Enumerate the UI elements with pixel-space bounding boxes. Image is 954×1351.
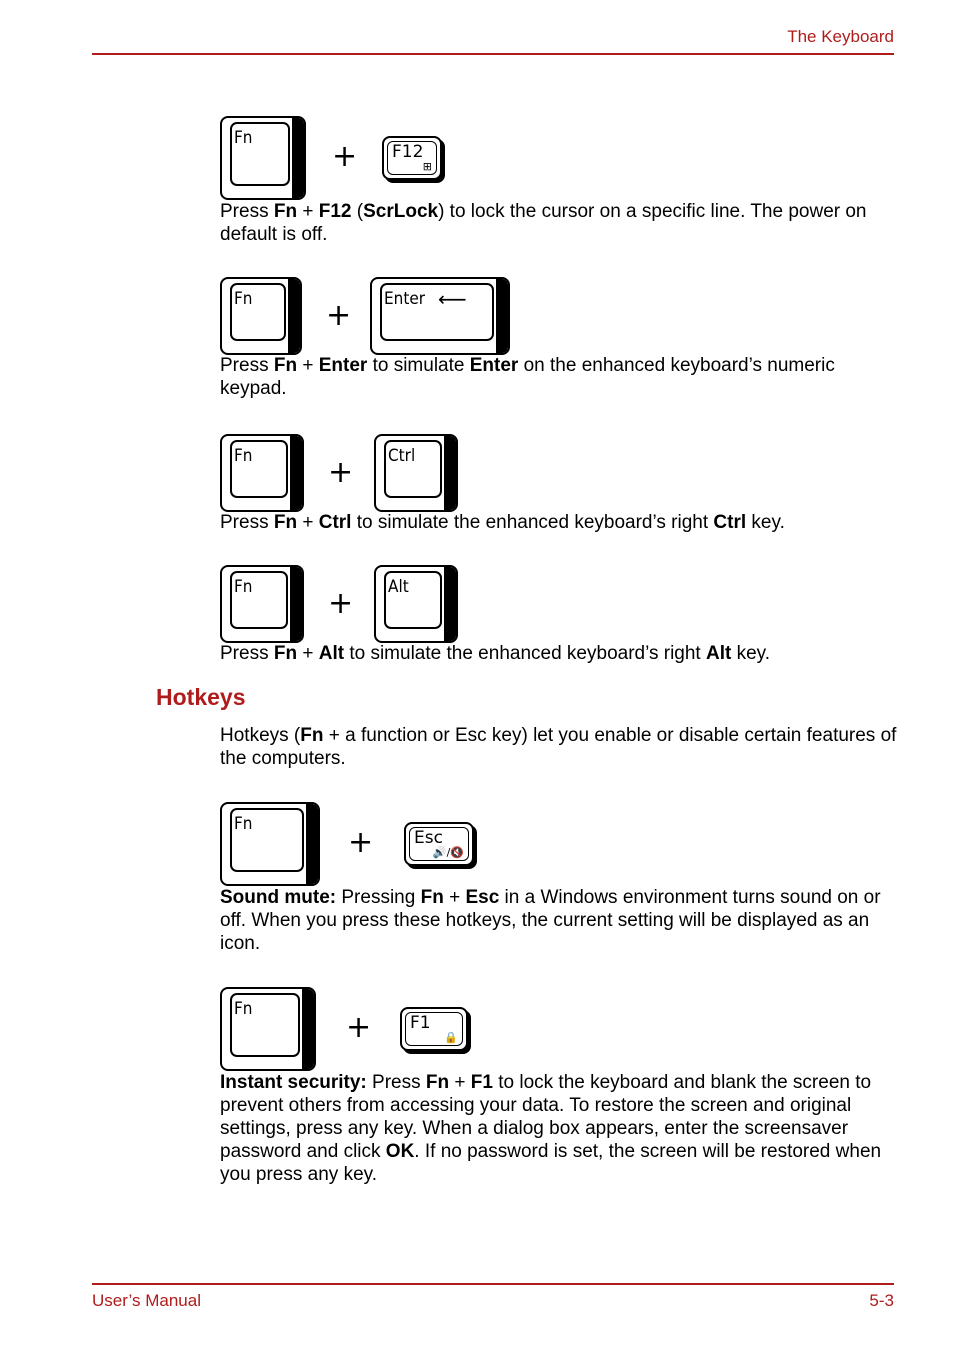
ctrl-key-label: Ctrl	[388, 446, 416, 466]
plus-sign: +	[328, 455, 354, 490]
sound-mute-description: Sound mute: Pressing Fn + Esc in a Windows environment turns sound on or off. When you press these hotkeys, the current setting will be displayed as an icon.	[220, 887, 881, 954]
fn-key	[220, 434, 304, 512]
fn-key	[220, 565, 304, 643]
fn-key-label: Fn	[234, 814, 253, 834]
fn-key-label: Fn	[234, 289, 253, 309]
fn-key	[220, 987, 316, 1071]
f1-key	[400, 1007, 468, 1051]
hotkeys-heading: Hotkeys	[156, 684, 246, 710]
lock-icon: 🔒	[444, 1031, 458, 1044]
page-number: 5-3	[869, 1291, 894, 1310]
plus-sign: +	[348, 825, 374, 860]
enter-description: Press Fn + Enter to simulate Enter on the enhanced keyboard’s numeric keypad.	[220, 355, 835, 399]
fn-key	[220, 116, 306, 200]
fn-key-label: Fn	[234, 128, 253, 148]
fn-key	[220, 802, 320, 886]
esc-key	[404, 822, 474, 866]
esc-key-label: Esc	[414, 828, 443, 848]
fn-key	[220, 277, 302, 355]
speaker-mute-icon: 🔊/🔇	[432, 846, 464, 859]
footer-manual-title: User’s Manual	[92, 1291, 201, 1310]
fn-key-label: Fn	[234, 446, 253, 466]
plus-sign: +	[328, 586, 354, 621]
alt-key-label: Alt	[388, 577, 409, 597]
running-header: The Keyboard	[787, 27, 894, 46]
plus-sign: +	[326, 298, 352, 333]
footer-rule	[92, 1283, 894, 1285]
f12-key	[382, 136, 442, 180]
ctrl-description: Press Fn + Ctrl to simulate the enhanced keyboard’s right Ctrl key.	[220, 512, 785, 533]
enter-arrow-icon: ⟵	[438, 287, 467, 311]
instant-security-description: Instant security: Press Fn + F1 to lock the keyboard and blank the screen to prevent others from accessing your data. To restore the screen and original settings, press any key. When a dialog box appears, enter the screensaver password and click OK. If no password is set, the screen will be restored when you press any key.	[220, 1072, 882, 1185]
alt-description: Press Fn + Alt to simulate the enhanced keyboard’s right Alt key.	[220, 643, 771, 664]
f1-key-label: F1	[410, 1013, 431, 1033]
fn-key-label: Fn	[234, 999, 253, 1019]
enter-key-label: Enter	[384, 289, 426, 309]
enter-key	[370, 277, 510, 355]
plus-sign: +	[332, 139, 358, 174]
fn-key-label: Fn	[234, 577, 253, 597]
header-rule	[92, 53, 894, 55]
hotkeys-intro: Hotkeys (Fn + a function or Esc key) let you enable or disable certain features of the computers.	[220, 725, 897, 769]
scrlock-description: Press Fn + F12 (ScrLock) to lock the cursor on a specific line. The power on default is off.	[220, 201, 867, 245]
ctrl-key	[374, 434, 458, 512]
f12-key-label: F12	[392, 142, 424, 162]
plus-sign: +	[346, 1010, 372, 1045]
scroll-lock-icon: ⊞	[422, 160, 432, 173]
alt-key	[374, 565, 458, 643]
